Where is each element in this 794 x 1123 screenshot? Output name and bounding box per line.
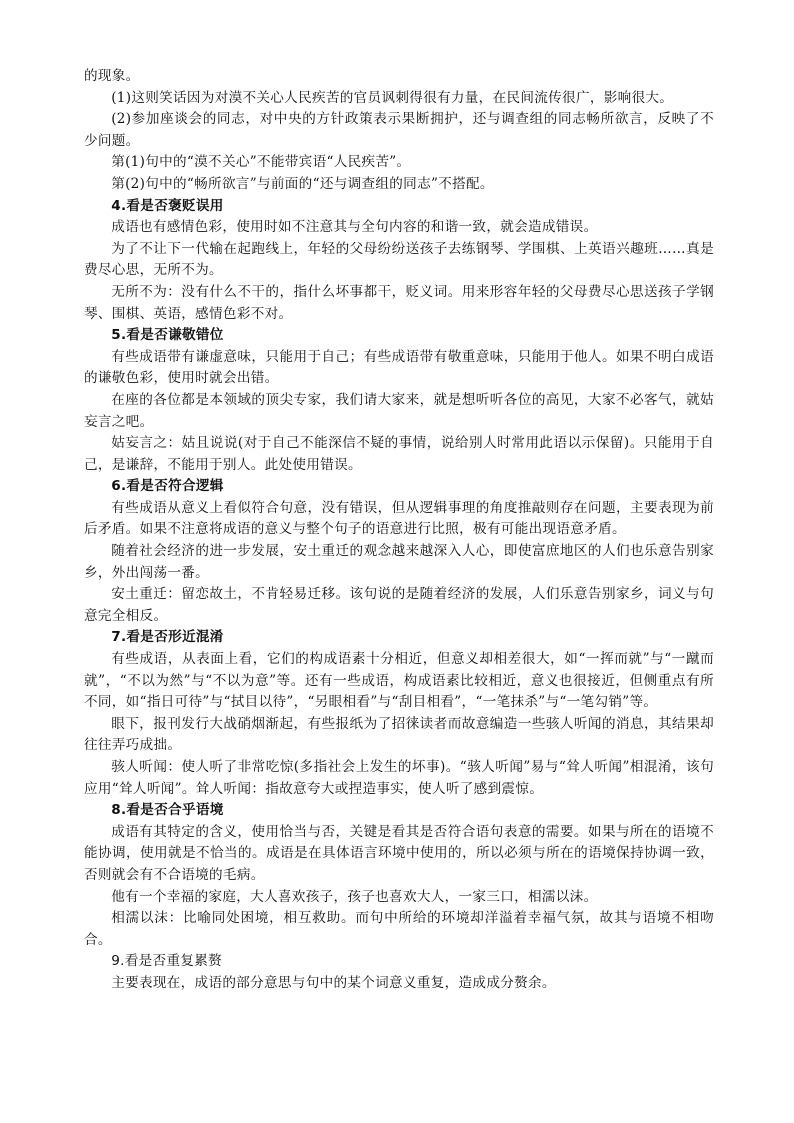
analysis-sentence-1: 第(1)句中的“漠不关心”不能带宾语“人民疾苦”。 [111, 154, 411, 171]
section-4-example: 为了不让下一代输在起跑线上，年轻的父母纷纷送孩子去练钢琴、学围棋、上英语兴趣班……真是费尽心思，无所不为。 [84, 240, 714, 279]
section-8-explanation: 成语有其特定的含义，使用恰当与否，关键是看其是否符合语句表意的需要。如果与所在的语境不能协调，使用就是不恰当的。成语是在具体语言环境中使用的，所以必须与所在的语境保持协调一致，否则就会有不合语境的毛病。 [84, 823, 714, 883]
section-heading-5: 5.看是否谦敬错位 [111, 327, 224, 344]
section-6-analysis: 安土重迁：留恋故土，不肯轻易迁移。该句说的是随着经济的发展，人们乐意告别家乡，词义与句意完全相反。 [84, 586, 714, 624]
section-6-example: 随着社会经济的进一步发展，安土重迁的观念越来越深入人心，即使富庶地区的人们也乐意告别家乡，外出闯荡一番。 [84, 543, 714, 581]
section-8-example: 他有一个幸福的家庭，大人喜欢孩子，孩子也喜欢大人，一家三口，相濡以沫。 [111, 888, 598, 905]
example-sentence-1: (1)这则笑话因为对漠不关心人民疾苦的官员讽刺得很有力量，在民间流传很广，影响很大。 [111, 89, 674, 106]
section-8-analysis: 相濡以沫：比喻同处困境，相互救助。而句中所给的环境却洋溢着幸福气氛，故其与语境不相吻合。 [84, 910, 714, 948]
paragraph-continuation: 的现象。 [84, 68, 140, 84]
analysis-sentence-2: 第(2)句中的“畅所欲言”与前面的“还与调查组的同志”不搭配。 [111, 175, 494, 192]
section-7-explanation: 有些成语，从表面上看，它们的构成语素十分相近，但意义却相差很大，如“一挥而就”与“一蹴而就”，“不以为然”与“不以为意”等。还有一些成语，构成语素比较相近，意义也很接近，但侧重点有所不同，如“指日可待”与“拭目以待”，“另眼相看”与“刮目相看”，“一笔抹杀”与“一笔勾销”等。 [84, 651, 714, 711]
section-heading-8: 8.看是否合乎语境 [111, 802, 224, 819]
example-sentence-2: (2)参加座谈会的同志，对中央的方针政策表示果断拥护，还与调查组的同志畅所欲言，反映了不少问题。 [84, 111, 714, 149]
section-heading-4: 4.看是否褒贬误用 [111, 197, 224, 214]
section-4-analysis: 无所不为：没有什么不干的，指什么坏事都干，贬义词。用来形容年轻的父母费尽心思送孩子学钢琴、围棋、英语，感情色彩不对。 [84, 283, 714, 322]
section-7-example: 眼下，报刊发行大战硝烟渐起，有些报纸为了招徕读者而故意编造一些骇人听闻的消息，其结果却往往弄巧成拙。 [84, 715, 714, 754]
document-page [84, 66, 714, 995]
section-heading-7: 7.看是否形近混淆 [111, 629, 224, 646]
section-heading-9: 9.看是否重复累赘 [111, 953, 223, 970]
section-5-analysis: 姑妄言之：姑且说说(对于自己不能深信不疑的事情，说给别人时常用此语以示保留)。只能用于自己，是谦辞，不能用于别人。此处使用错误。 [84, 435, 714, 473]
section-5-example: 在座的各位都是本领域的顶尖专家，我们请大家来，就是想听听各位的高见，大家不必客气，就姑妄言之吧。 [84, 391, 714, 430]
section-6-explanation: 有些成语从意义上看似符合句意，没有错误，但从逻辑事理的角度推敲则存在问题，主要表现为前后矛盾。如果不注意将成语的意义与整个句子的语意进行比照，极有可能出现语意矛盾。 [84, 499, 714, 538]
section-heading-6: 6.看是否符合逻辑 [111, 478, 224, 495]
section-7-analysis: 骇人听闻：使人听了非常吃惊(多指社会上发生的坏事)。“骇人听闻”易与“耸人听闻”相混淆，该句应用“耸人听闻”。耸人听闻：指故意夸大或捏造事实，使人听了感到震惊。 [84, 759, 714, 797]
section-4-explanation: 成语也有感情色彩，使用时如不注意其与全句内容的和谐一致，就会造成错误。 [111, 219, 598, 236]
section-9-explanation: 主要表现在，成语的部分意思与句中的某个词意义重复，造成成分赘余。 [111, 974, 556, 991]
section-5-explanation: 有些成语带有谦虚意味，只能用于自己；有些成语带有敬重意味，只能用于他人。如果不明白成语的谦敬色彩，使用时就会出错。 [84, 348, 714, 387]
